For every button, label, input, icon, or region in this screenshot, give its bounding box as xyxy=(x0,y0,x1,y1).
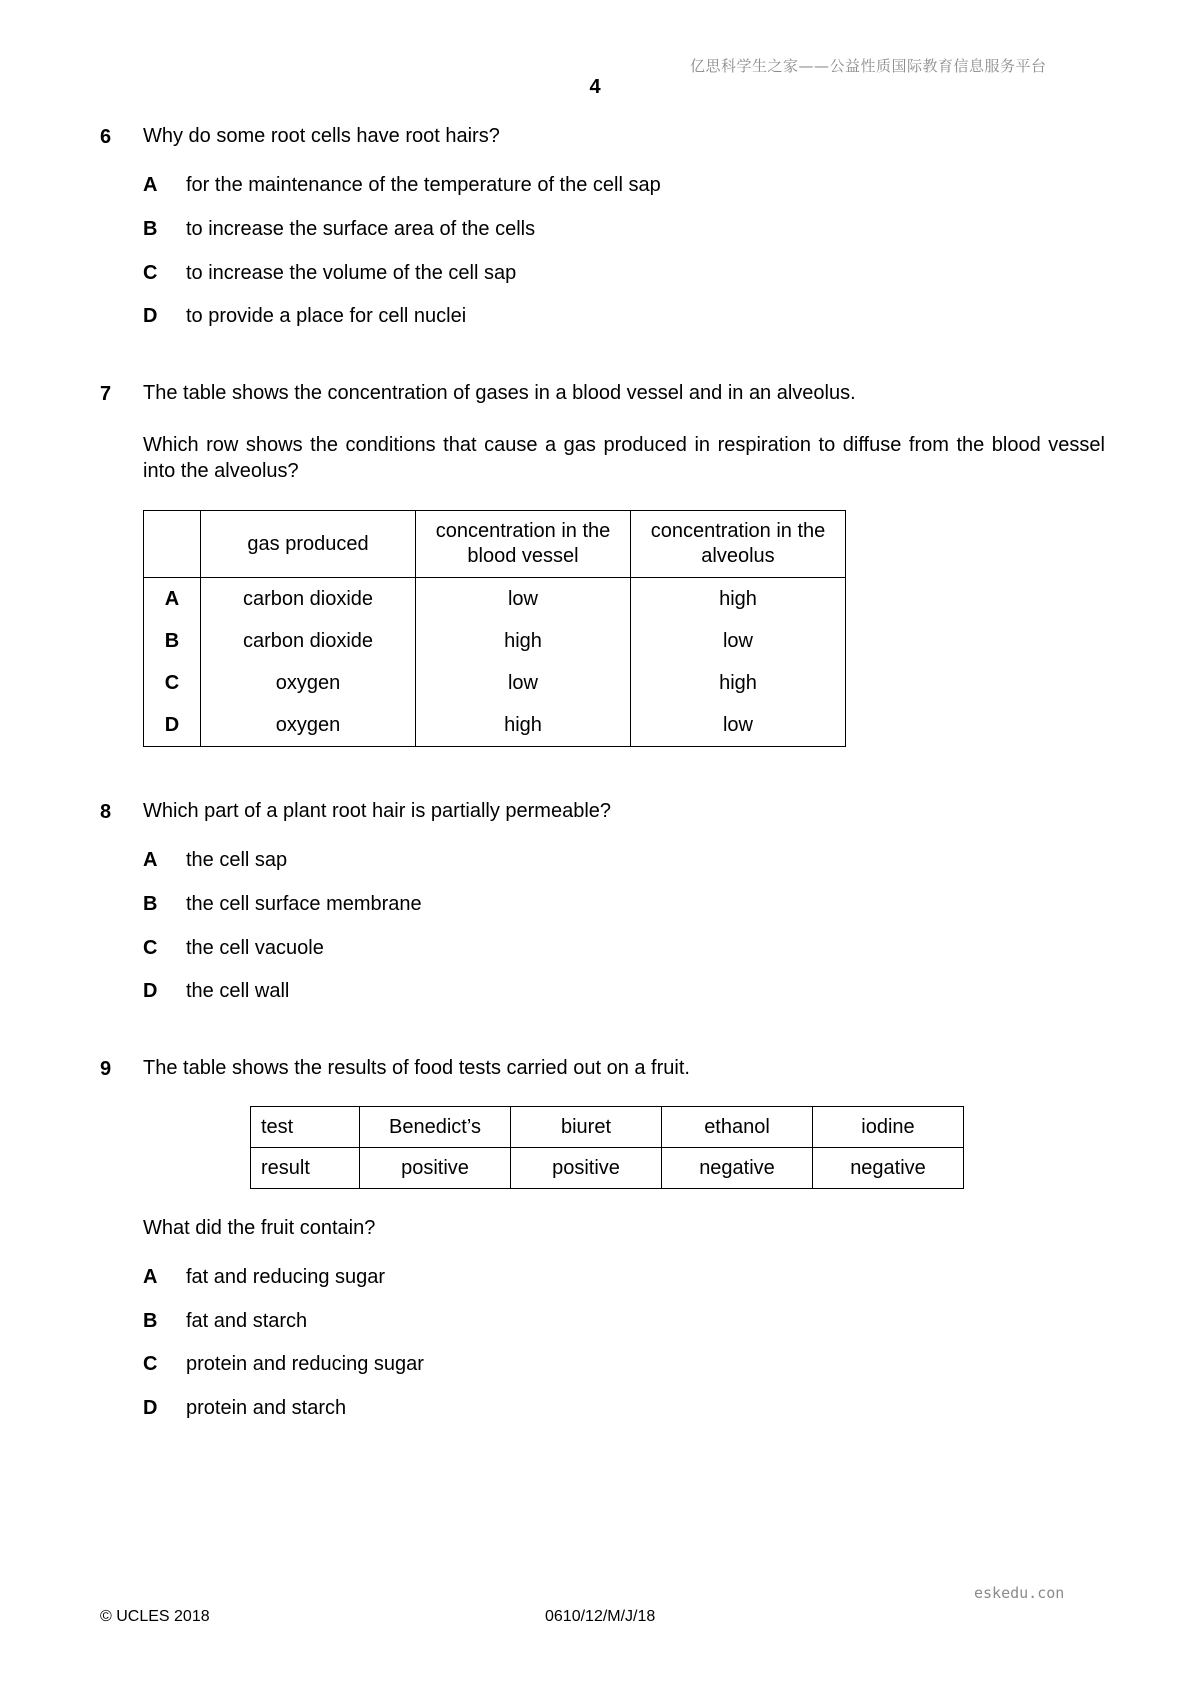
table-header-gas-produced: gas produced xyxy=(201,511,416,578)
row-blood: low xyxy=(416,662,631,704)
q6-option-a-text: for the maintenance of the temperature of the cell sap xyxy=(186,174,661,196)
question-9-table xyxy=(250,1106,964,1189)
question-7-table xyxy=(143,510,846,747)
row-letter: C xyxy=(144,662,201,704)
q6-option-d-letter: D xyxy=(143,305,158,327)
copyright: © UCLES 2018 xyxy=(100,1608,210,1625)
row-blood: low xyxy=(416,578,631,621)
question-7-text: The table shows the concentration of gases in a blood vessel and in an alveolus. xyxy=(143,382,856,404)
question-6-number: 6 xyxy=(100,126,112,148)
q9-option-b-letter: B xyxy=(143,1310,158,1332)
test-benedicts: Benedict’s xyxy=(360,1107,511,1148)
test-iodine: iodine xyxy=(813,1107,964,1148)
result-benedicts: positive xyxy=(360,1148,511,1189)
q8-option-b-letter: B xyxy=(143,893,158,915)
q8-option-b-text: the cell surface membrane xyxy=(186,893,422,915)
q9-option-d-letter: D xyxy=(143,1397,158,1419)
q9-option-b-text: fat and starch xyxy=(186,1310,308,1332)
table-row xyxy=(144,620,846,662)
row-gas: carbon dioxide xyxy=(201,620,416,662)
table-row xyxy=(144,662,846,704)
table-header-blood-concentration: concentration in the blood vessel xyxy=(416,511,631,578)
test-biuret: biuret xyxy=(511,1107,662,1148)
test-ethanol: ethanol xyxy=(662,1107,813,1148)
q8-option-a-letter: A xyxy=(143,849,158,871)
watermark-header: 亿思科学生之家——公益性质国际教育信息服务平台 xyxy=(690,57,1047,75)
result-iodine: negative xyxy=(813,1148,964,1189)
table-header-blank xyxy=(144,511,201,578)
question-9-number: 9 xyxy=(100,1058,112,1080)
question-9-text: The table shows the results of food tests carried out on a fruit. xyxy=(143,1057,690,1079)
q9-option-a-letter: A xyxy=(143,1266,158,1288)
q9-option-c-letter: C xyxy=(143,1353,158,1375)
table-header-alveolus-concentration: concentration in the alveolus xyxy=(631,511,846,578)
q8-option-d-letter: D xyxy=(143,980,158,1002)
question-6-text: Why do some root cells have root hairs? xyxy=(143,125,500,147)
row-gas: oxygen xyxy=(201,662,416,704)
row-blood: high xyxy=(416,620,631,662)
page-number: 4 xyxy=(589,76,601,98)
row-alveolus: high xyxy=(631,662,846,704)
row-alveolus: high xyxy=(631,578,846,621)
row-letter: D xyxy=(144,704,201,747)
q6-option-b-letter: B xyxy=(143,218,158,240)
table-header-row xyxy=(144,511,846,578)
q9-option-c-text: protein and reducing sugar xyxy=(186,1353,424,1375)
q8-option-d-text: the cell wall xyxy=(186,980,290,1002)
question-9-question: What did the fruit contain? xyxy=(143,1217,376,1239)
question-7-number: 7 xyxy=(100,383,112,405)
row-gas: carbon dioxide xyxy=(201,578,416,621)
q8-option-c-text: the cell vacuole xyxy=(186,937,324,959)
q8-option-a-text: the cell sap xyxy=(186,849,288,871)
row-alveolus: low xyxy=(631,620,846,662)
q6-option-a-letter: A xyxy=(143,174,158,196)
table-row-result xyxy=(251,1148,964,1189)
table-row xyxy=(144,704,846,747)
result-biuret: positive xyxy=(511,1148,662,1189)
paper-code: 0610/12/M/J/18 xyxy=(545,1608,656,1625)
row-letter: A xyxy=(144,578,201,621)
watermark-footer: eskedu.con xyxy=(974,1584,1065,1602)
row-letter: B xyxy=(144,620,201,662)
row-gas: oxygen xyxy=(201,704,416,747)
question-8-number: 8 xyxy=(100,801,112,823)
question-7-question: Which row shows the conditions that cause a gas produced in respiration to diffuse from the blood vessel into the alveolus? xyxy=(143,434,1105,482)
q6-option-d-text: to provide a place for cell nuclei xyxy=(186,305,467,327)
q9-option-d-text: protein and starch xyxy=(186,1397,347,1419)
q6-option-c-text: to increase the volume of the cell sap xyxy=(186,262,517,284)
question-8-text: Which part of a plant root hair is partially permeable? xyxy=(143,800,612,822)
q6-option-b-text: to increase the surface area of the cells xyxy=(186,218,536,240)
row-alveolus: low xyxy=(631,704,846,747)
q9-option-a-text: fat and reducing sugar xyxy=(186,1266,386,1288)
table-row-test xyxy=(251,1107,964,1148)
q8-option-c-letter: C xyxy=(143,937,158,959)
result-label: result xyxy=(251,1148,360,1189)
table-row xyxy=(144,578,846,621)
test-label: test xyxy=(251,1107,360,1148)
q6-option-c-letter: C xyxy=(143,262,158,284)
result-ethanol: negative xyxy=(662,1148,813,1189)
row-blood: high xyxy=(416,704,631,747)
